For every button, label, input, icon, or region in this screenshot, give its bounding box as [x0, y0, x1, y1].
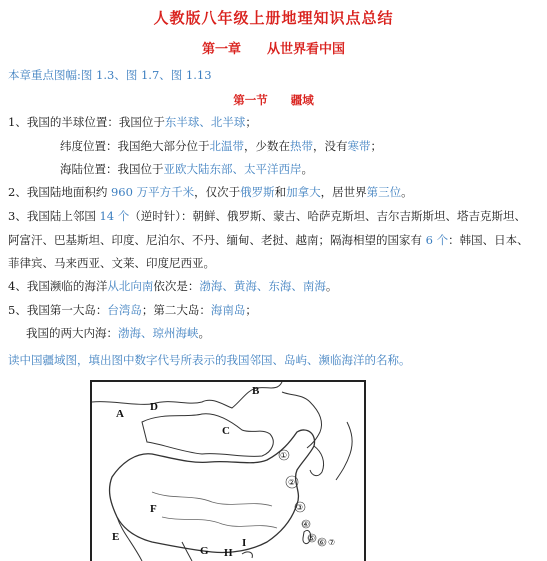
document-title: 人教版八年级上册地理知识点总结	[153, 9, 394, 27]
text: 海陆位置：我国位于	[60, 162, 164, 176]
answer: 台湾岛	[107, 303, 142, 317]
text: 5、我国第一大岛：	[8, 303, 108, 317]
text: ，少数在	[244, 139, 290, 153]
text: 1、我国的半球位置：我国位于	[8, 115, 165, 129]
map-label-C: C	[222, 425, 230, 437]
text: ，没有	[313, 139, 348, 153]
text: ；	[245, 115, 257, 129]
neighbors-line-3: 菲律宾、马来西亚、文莱、印度尼西亚。	[8, 256, 215, 270]
text: ，居世界	[320, 185, 367, 199]
map-num-4: ④	[302, 520, 310, 529]
text: 2、我国陆地面积约	[8, 185, 111, 199]
text: 依次是：	[153, 279, 200, 293]
text: 3、我国陆上邻国	[8, 209, 100, 223]
text: 我国的两大内海：	[26, 326, 118, 340]
text: 。	[198, 326, 210, 340]
neighbors-line-1	[8, 208, 526, 224]
text: 4、我国濒临的海洋	[8, 279, 108, 293]
section-heading: 第一节 疆域	[233, 93, 314, 107]
answer: 第三位	[366, 185, 402, 199]
answer: 从北向南	[107, 279, 154, 293]
answer: 渤海、黄海、东海、南海	[199, 279, 326, 293]
answer: 海南岛	[210, 303, 246, 317]
answer: 14 个	[99, 209, 130, 223]
land-area	[8, 184, 413, 200]
map-label-E: E	[112, 531, 120, 543]
answer: 东半球、北半球	[164, 115, 246, 129]
map-label-D: D	[150, 401, 158, 413]
map-label-F: F	[150, 503, 157, 515]
map-num-3: ③	[296, 503, 304, 512]
map-num-1: ①	[280, 451, 288, 460]
text: ；	[370, 139, 382, 153]
text: ：韩国、日本、	[448, 233, 529, 247]
china-territory-map	[90, 380, 366, 561]
text: ，仅次于	[194, 185, 241, 199]
answer: 加拿大	[286, 185, 321, 199]
answer: 6 个	[425, 233, 449, 247]
map-label-H: H	[224, 547, 233, 559]
chapter-heading: 第一章 从世界看中国	[201, 42, 345, 57]
text: 和	[274, 185, 287, 199]
adjacent-seas	[8, 278, 337, 294]
answer: 960 万平方千米	[110, 185, 195, 199]
map-label-A: A	[116, 408, 124, 420]
map-instruction: 读中国疆域图，填出图中数字代号所表示的我国邻国、岛屿、濒临海洋的名称。	[8, 353, 411, 367]
text: ；	[245, 303, 257, 317]
map-label-B: B	[252, 385, 260, 397]
map-num-6: ⑥	[318, 538, 326, 547]
neighbors-line-2	[8, 232, 529, 248]
map-num-2: ②	[288, 478, 296, 487]
key-figures-line: 本章重点图幅:图 1.3、图 1.7、图 1.13	[8, 68, 212, 82]
text: 阿富汗、巴基斯坦、印度、尼泊尔、不丹、缅甸、老挝、越南；隔海相望的国家有	[8, 233, 426, 247]
text: 。	[325, 279, 338, 293]
text: （逆时针）：朝鲜、俄罗斯、蒙古、哈萨克斯坦、吉尔吉斯斯坦、塔吉克斯坦、	[129, 209, 527, 223]
map-label-I: I	[242, 537, 247, 549]
map-num-7: ⑦	[328, 538, 336, 547]
text: ；第二大岛：	[141, 303, 211, 317]
answer: 亚欧大陆东部、太平洋西岸	[163, 162, 302, 176]
answer: 北温带	[209, 139, 244, 153]
map-label-G: G	[200, 545, 209, 557]
text: 。	[301, 162, 313, 176]
answer: 渤海、琼州海峡	[118, 326, 199, 340]
answer: 寒带	[347, 139, 371, 153]
latitude-position	[60, 138, 382, 154]
inner-seas	[26, 325, 210, 341]
answer: 俄罗斯	[240, 185, 275, 199]
hemisphere-position	[8, 114, 257, 130]
answer: 热带	[290, 139, 313, 153]
map-num-5: ⑤	[308, 534, 316, 543]
text: 纬度位置：我国绝大部分位于	[60, 139, 210, 153]
sea-land-position	[60, 161, 313, 177]
text: 。	[401, 185, 413, 199]
largest-islands	[8, 302, 257, 318]
map-drawing	[92, 382, 364, 561]
